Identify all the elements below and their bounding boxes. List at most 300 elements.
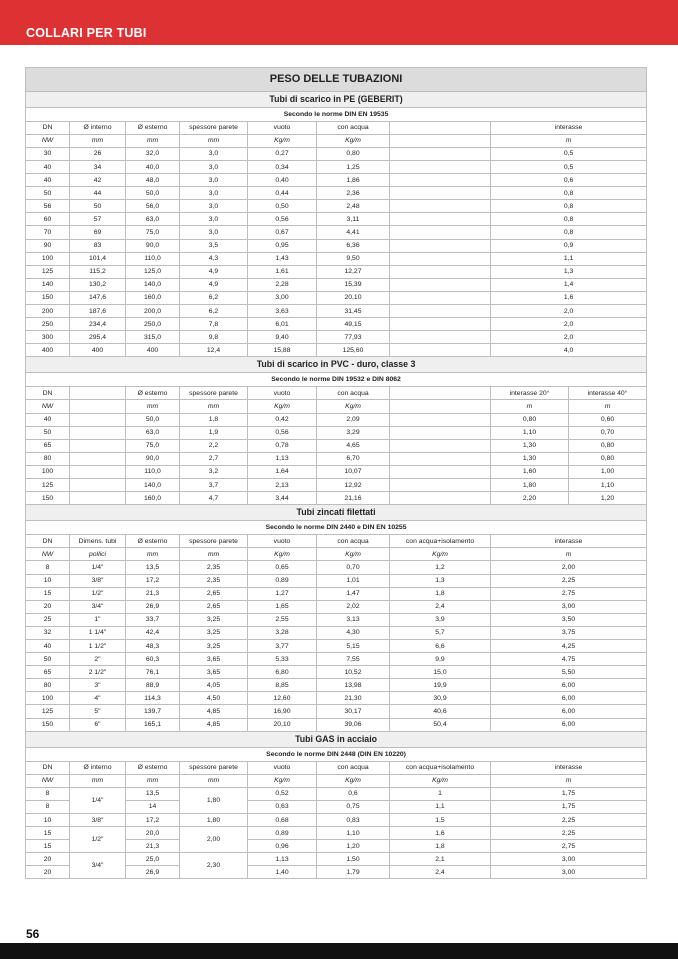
header-bar [0,0,678,45]
table-cell: 2,65 [180,587,248,600]
table-cell: 0,5 [491,160,647,173]
header-row [26,535,647,548]
table-cell: 1,20 [569,492,647,505]
column-unit: Kg/m [248,774,317,787]
table-cell: 2,02 [317,600,390,613]
table-cell: 1/2" [70,587,126,600]
column-unit: mm [70,134,126,147]
section-title-row [26,91,647,107]
table-cell: 1,4 [491,278,647,291]
table-cell: 3,00 [491,600,647,613]
table-cell: 1,27 [248,587,317,600]
table-cell: 3,0 [180,174,248,187]
header-row [26,387,647,400]
table-cell: 8 [26,561,70,574]
table-cell: 400 [26,344,70,357]
table-cell: 57 [70,213,126,226]
table-row [26,213,647,226]
table-cell: 2,28 [248,278,317,291]
table-cell: 48,0 [126,174,180,187]
table-cell: 8 [26,800,70,813]
column-header: Ø interno [70,121,126,134]
table-cell: 75,0 [126,439,180,452]
table-cell: 32 [26,626,70,639]
table-cell: 5,50 [491,666,647,679]
table-cell: 6,2 [180,305,248,318]
section-title-row [26,357,647,373]
table-body [26,68,647,879]
table-cell [70,479,126,492]
column-unit: NW [26,400,70,413]
table-cell [70,439,126,452]
table-cell: 0,96 [248,840,317,853]
section-subtitle-row [26,107,647,121]
table-cell: 3,0 [180,187,248,200]
table-cell: 3,65 [180,653,248,666]
table-cell: 0,70 [569,426,647,439]
table-cell: 90,0 [126,452,180,465]
table-cell: 1,13 [248,853,317,866]
table-row [26,626,647,639]
table-cell: 1,30 [491,439,569,452]
table-cell: 4,85 [180,705,248,718]
table-cell: 0,8 [491,187,647,200]
table-cell: 4,41 [317,226,390,239]
column-unit: mm [70,774,126,787]
column-unit [390,400,491,413]
table-cell: 1,10 [491,426,569,439]
table-cell: 42 [70,174,126,187]
merged-cell: 1/4" [70,787,126,813]
table-cell: 1,65 [248,600,317,613]
table-cell: 0,6 [491,174,647,187]
table-row [26,600,647,613]
table-cell: 1,13 [248,452,317,465]
column-header: con acqua [317,535,390,548]
table-row [26,265,647,278]
table-cell: 20 [26,600,70,613]
table-cell: 48,3 [126,639,180,652]
table-cell: 0,42 [248,413,317,426]
table-cell: 250,0 [126,318,180,331]
table-row [26,827,647,840]
table-cell: 150 [26,492,70,505]
table-cell: 1 1/4" [70,626,126,639]
column-unit: Kg/m [248,400,317,413]
table-cell: 4,9 [180,278,248,291]
column-header: con acqua [317,761,390,774]
table-cell [390,318,491,331]
table-cell: 150 [26,291,70,304]
table-cell: 15 [26,587,70,600]
table-cell: 32,0 [126,147,180,160]
section-title: Tubi GAS in acciaio [26,731,647,747]
table-cell: 2,1 [390,853,491,866]
table-cell: 3,75 [491,626,647,639]
section-subtitle: Secondo le norme DIN EN 19535 [26,107,647,121]
table-cell: 100 [26,692,70,705]
table-cell: 0,80 [491,413,569,426]
table-cell: 20 [26,866,70,879]
table-title-row [26,68,647,92]
table-cell [390,160,491,173]
table-cell [70,426,126,439]
column-header: con acqua+isolamento [390,761,491,774]
column-header: Ø esterno [126,761,180,774]
column-unit: mm [126,774,180,787]
table-cell: 26,9 [126,866,180,879]
table-cell: 9,9 [390,653,491,666]
column-unit: NW [26,134,70,147]
table-cell: 3,0 [180,226,248,239]
table-cell: 30 [26,147,70,160]
table-cell: 2,65 [180,600,248,613]
table-row [26,587,647,600]
table-cell: 21,3 [126,587,180,600]
table-cell: 2,25 [491,574,647,587]
table-cell: 0,80 [569,452,647,465]
table-cell: 49,15 [317,318,390,331]
table-cell: 34 [70,160,126,173]
table-cell: 2,4 [390,866,491,879]
column-unit: mm [180,400,248,413]
table-cell: 315,0 [126,331,180,344]
table-cell: 13,5 [126,561,180,574]
table-cell: 63,0 [126,213,180,226]
table-row [26,413,647,426]
column-header: Dimens. tubi [70,535,126,548]
table-row [26,492,647,505]
table-cell: 125 [26,265,70,278]
table-cell: 0,5 [491,147,647,160]
column-unit: m [491,774,647,787]
table-row [26,331,647,344]
table-cell [390,426,491,439]
table-cell: 20,10 [248,718,317,731]
table-cell: 2,48 [317,200,390,213]
table-cell: 77,93 [317,331,390,344]
table-cell: 234,4 [70,318,126,331]
table-cell: 0,8 [491,226,647,239]
column-unit: Kg/m [317,134,390,147]
table-cell: 80 [26,679,70,692]
table-cell: 65 [26,666,70,679]
table-cell [390,265,491,278]
table-cell: 0,8 [491,200,647,213]
section-title: Tubi di scarico in PVC - duro, classe 3 [26,357,647,373]
column-header [390,387,491,400]
table-cell: 9,8 [180,331,248,344]
merged-cell: 1,80 [180,787,248,813]
table-cell: 4,25 [491,639,647,652]
table-cell: 1,30 [491,452,569,465]
table-cell: 147,6 [70,291,126,304]
table-cell: 7,55 [317,653,390,666]
table-cell: 3,25 [180,613,248,626]
table-cell: 0,75 [317,800,390,813]
table-cell: 3,25 [180,626,248,639]
table-cell: 44 [70,187,126,200]
table-cell: 0,67 [248,226,317,239]
table-cell: 3,28 [248,626,317,639]
table-cell: 160,0 [126,492,180,505]
table-cell: 10,07 [317,465,390,478]
header-row [26,400,647,413]
table-row [26,479,647,492]
table-cell: 125,60 [317,344,390,357]
header-row [26,121,647,134]
table-cell: 90 [26,239,70,252]
table-cell: 10 [26,574,70,587]
merged-cell: 2,00 [180,827,248,853]
table-row [26,814,647,827]
table-cell: 2,00 [491,561,647,574]
table-row [26,718,647,731]
table-cell: 4,3 [180,252,248,265]
column-unit: mm [180,134,248,147]
table-cell: 88,9 [126,679,180,692]
table-cell [390,331,491,344]
table-cell: 1,40 [248,866,317,879]
table-cell [390,479,491,492]
header-row [26,548,647,561]
table-cell: 0,89 [248,574,317,587]
table-cell: 3,63 [248,305,317,318]
section-subtitle: Secondo le norme DIN 19532 e DIN 8062 [26,373,647,387]
table-cell: 1,01 [317,574,390,587]
table-cell: 2,55 [248,613,317,626]
column-header: Ø esterno [126,535,180,548]
column-unit: pollici [70,548,126,561]
table-cell: 12,92 [317,479,390,492]
table-cell: 1,43 [248,252,317,265]
table-cell: 0,34 [248,160,317,173]
table-cell: 40,6 [390,705,491,718]
table-cell: 2,0 [491,305,647,318]
table-cell: 60,3 [126,653,180,666]
table-cell: 40 [26,639,70,652]
table-title: PESO DELLE TUBAZIONI [26,68,647,92]
column-header: Ø esterno [126,121,180,134]
table-cell: 70 [26,226,70,239]
table-cell [390,187,491,200]
table-cell: 2,25 [491,814,647,827]
table-cell: 10 [26,814,70,827]
table-cell [390,344,491,357]
table-cell: 400 [70,344,126,357]
table-cell: 125 [26,705,70,718]
table-cell: 0,63 [248,800,317,813]
column-unit: Kg/m [390,774,491,787]
table-cell: 15 [26,827,70,840]
table-cell: 6,70 [317,452,390,465]
table-cell: 6,2 [180,291,248,304]
table-cell: 8 [26,787,70,800]
table-cell: 9,50 [317,252,390,265]
table-cell: 1,3 [491,265,647,278]
column-header: con acqua [317,121,390,134]
table-cell: 0,60 [569,413,647,426]
table-cell: 1,25 [317,160,390,173]
table-cell: 25 [26,613,70,626]
table-cell: 1,1 [491,252,647,265]
column-unit: mm [126,548,180,561]
column-header: vuoto [248,535,317,548]
table-cell: 165,1 [126,718,180,731]
table-cell: 140 [26,278,70,291]
table-cell: 4,75 [491,653,647,666]
table-cell: 1,10 [569,479,647,492]
table-cell: 3/8" [70,574,126,587]
column-header: Ø interno [70,761,126,774]
table-cell: 60 [26,213,70,226]
table-cell: 4,7 [180,492,248,505]
table-cell: 3,11 [317,213,390,226]
table-cell: 12,60 [248,692,317,705]
column-header: interasse 20° [491,387,569,400]
table-row [26,787,647,800]
table-cell [390,492,491,505]
table-cell: 75,0 [126,226,180,239]
table-cell: 1,64 [248,465,317,478]
column-header: DN [26,761,70,774]
table-cell: 90,0 [126,239,180,252]
page-number: 56 [26,927,40,941]
table-cell: 40 [26,174,70,187]
table-cell: 130,2 [70,278,126,291]
table-cell [390,252,491,265]
column-header: vuoto [248,121,317,134]
table-cell: 80 [26,452,70,465]
table-cell: 2,13 [248,479,317,492]
table-cell: 4,30 [317,626,390,639]
table-cell: 2,36 [317,187,390,200]
column-header: Ø esterno [126,387,180,400]
table-cell: 100 [26,465,70,478]
table-row [26,561,647,574]
table-cell: 4" [70,692,126,705]
table-cell: 3,44 [248,492,317,505]
column-header [390,121,491,134]
column-header: vuoto [248,761,317,774]
table-cell: 26,9 [126,600,180,613]
column-unit: NW [26,548,70,561]
table-cell: 1,79 [317,866,390,879]
merged-cell: 3/4" [70,853,126,879]
table-cell: 12,27 [317,265,390,278]
table-cell: 1,80 [491,479,569,492]
table-cell: 6,00 [491,705,647,718]
table-row [26,278,647,291]
table-cell: 125 [26,479,70,492]
table-cell [390,439,491,452]
table-row [26,344,647,357]
table-cell: 1,86 [317,174,390,187]
table-cell: 101,4 [70,252,126,265]
table-cell: 40,0 [126,160,180,173]
table-cell: 3" [70,679,126,692]
table-cell: 3,00 [248,291,317,304]
table-cell: 3,0 [180,200,248,213]
table-cell: 3,2 [180,465,248,478]
table-cell: 0,44 [248,187,317,200]
table-cell: 9,40 [248,331,317,344]
table-cell: 69 [70,226,126,239]
table-cell [390,239,491,252]
column-header: interasse [491,121,647,134]
table-cell: 6,01 [248,318,317,331]
table-cell: 50,4 [390,718,491,731]
table-cell [390,291,491,304]
column-unit [390,134,491,147]
table-cell: 0,52 [248,787,317,800]
table-row [26,226,647,239]
table-cell: 0,6 [317,787,390,800]
table-cell: 1,8 [390,840,491,853]
table-cell: 0,80 [569,439,647,452]
table-cell: 0,50 [248,200,317,213]
header-row [26,761,647,774]
column-header: spessore parete [180,387,248,400]
table-row [26,465,647,478]
table-cell: 200 [26,305,70,318]
table-cell: 4,50 [180,692,248,705]
column-header: con acqua [317,387,390,400]
table-cell: 15,88 [248,344,317,357]
table-cell: 139,7 [126,705,180,718]
table-cell: 10,52 [317,666,390,679]
table-cell [390,200,491,213]
table-cell: 13,98 [317,679,390,692]
column-header: con acqua+isolamento [390,535,491,548]
table-cell: 2,4 [390,600,491,613]
section-subtitle-row [26,373,647,387]
table-cell: 50 [70,200,126,213]
table-row [26,147,647,160]
table-cell: 4,65 [317,439,390,452]
table-row [26,574,647,587]
table-cell: 1 1/2" [70,639,126,652]
table-cell: 63,0 [126,426,180,439]
table-cell: 4,85 [180,718,248,731]
column-unit: Kg/m [317,548,390,561]
table-cell: 31,45 [317,305,390,318]
column-header: spessore parete [180,761,248,774]
table-cell: 6,80 [248,666,317,679]
column-unit: mm [126,400,180,413]
table-cell: 20 [26,853,70,866]
table-cell: 6" [70,718,126,731]
table-cell: 4,0 [491,344,647,357]
section-title-row [26,505,647,521]
table-cell [70,492,126,505]
table-cell: 0,56 [248,426,317,439]
table-cell [390,305,491,318]
table-cell: 40 [26,160,70,173]
table-cell: 1,47 [317,587,390,600]
table-cell: 140,0 [126,278,180,291]
table-cell: 50 [26,653,70,666]
table-cell: 42,4 [126,626,180,639]
table-cell: 3,50 [491,613,647,626]
column-unit: Kg/m [248,134,317,147]
table-cell: 21,30 [317,692,390,705]
table-cell: 5,15 [317,639,390,652]
table-cell: 39,06 [317,718,390,731]
table-row [26,853,647,866]
column-unit: m [569,400,647,413]
table-cell: 25,0 [126,853,180,866]
